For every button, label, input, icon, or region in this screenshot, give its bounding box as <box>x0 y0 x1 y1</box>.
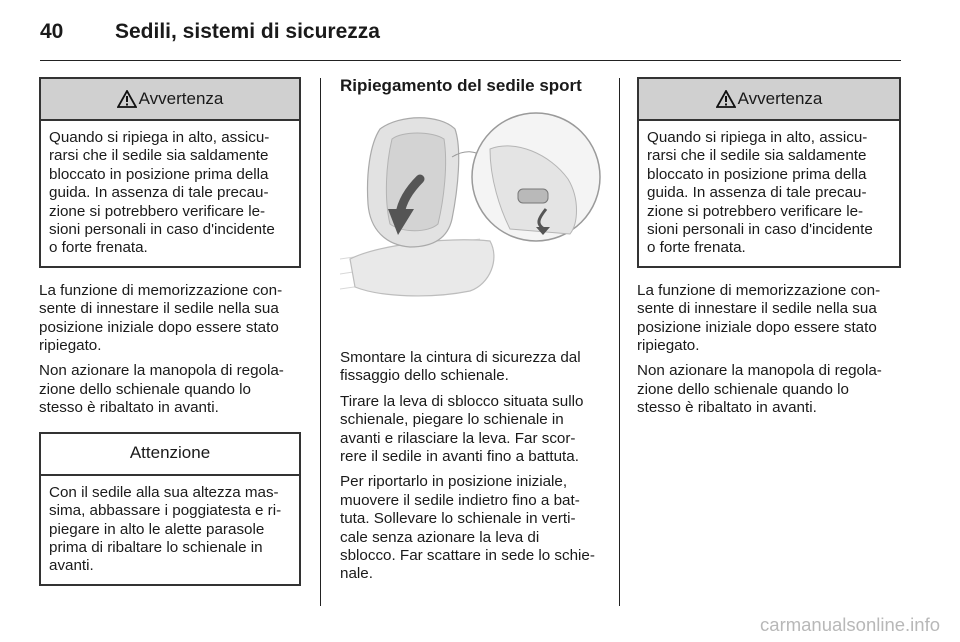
warning-box <box>637 77 901 268</box>
warning-box-header <box>41 79 299 121</box>
paragraph: La funzione di memorizzazione con- sente di innestare il sedile nella sua posizione iniziale dopo essere stato ripiegato. <box>637 281 881 355</box>
paragraph: La funzione di memorizzazione con- sente di innestare il sedile nella sua posizione iniziale dopo essere stato ripiegato. <box>39 281 283 355</box>
middle-column <box>340 77 608 591</box>
watermark: carmanualsonline.info <box>760 614 940 635</box>
column-divider <box>619 78 620 606</box>
column-divider <box>320 78 321 606</box>
paragraph: Non azionare la manopola di regola- zione dello schienale quando lo stesso è ribaltato in avanti. <box>637 362 882 417</box>
paragraph: Per riportarlo in posizione iniziale, muovere il sedile indietro fino a bat- tuta. Sollevare lo schienale in verti- cale senza azionare la leva di sblocco. Far scattare in sede lo schie- nale. <box>340 473 595 583</box>
caution-box <box>39 432 301 586</box>
warning-text: Quando si ripiega in alto, assicu- rarsi che il sedile sia saldamente bloccato in posizione prima della guida. In assenza di tale precau- zione si potrebbero verificare le- sioni personali in caso d'incidente o forte frenata. <box>647 129 873 257</box>
caution-text: Con il sedile alla sua altezza mas- sima, abbassare i poggiatesta e ri- piegare in alto le alette parasole prima di ribaltare lo schienale in avanti. <box>49 483 282 575</box>
page-title: Sedili, sistemi di sicurezza <box>115 20 380 43</box>
warning-text: Quando si ripiega in alto, assicu- rarsi che il sedile sia saldamente bloccato in posizione prima della guida. In assenza di tale precau- zione si potrebbero verificare le- sioni personali in caso d'incidente o forte frenata. <box>49 129 275 257</box>
section-title: Ripiegamento del sedile sport <box>340 76 582 95</box>
caution-box-header <box>41 434 299 476</box>
warning-triangle-icon <box>716 90 736 108</box>
warning-box <box>39 77 301 268</box>
warning-title: Avvertenza <box>138 88 224 108</box>
page-number: 40 <box>40 20 64 43</box>
warning-title: Avvertenza <box>737 88 823 108</box>
paragraph: Non azionare la manopola di regola- zione dello schienale quando lo stesso è ribaltato in avanti. <box>39 362 284 417</box>
caution-title: Attenzione <box>129 443 211 463</box>
warning-triangle-icon <box>117 90 137 108</box>
sport-seat-fold-illustration <box>340 109 602 323</box>
warning-box-header <box>639 79 899 121</box>
header-rule <box>40 60 901 61</box>
right-column <box>637 77 901 425</box>
paragraph: Tirare la leva di sblocco situata sullo schienale, piegare lo schienale in avanti e rilasciare la leva. Far scor- rere il sedile in avanti fino a battuta. <box>340 392 584 466</box>
left-column <box>39 77 301 600</box>
paragraph: Smontare la cintura di sicurezza dal fissaggio dello schienale. <box>340 349 581 385</box>
